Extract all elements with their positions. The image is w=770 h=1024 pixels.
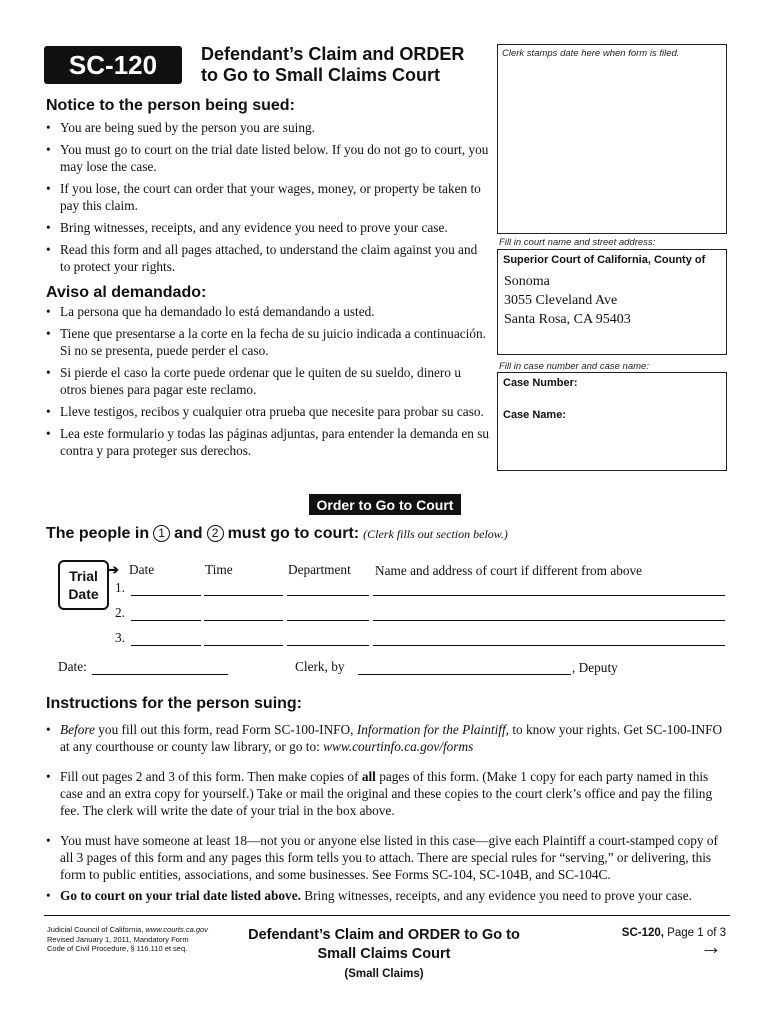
footer-council-url[interactable]: www.courts.ca.gov — [145, 925, 208, 934]
col-date: Date — [129, 562, 155, 577]
row-number-3: 3. — [115, 630, 125, 645]
item2-text-a: Fill out pages 2 and 3 of this form. Then make copies of — [60, 769, 362, 784]
court-street: 3055 Cleveland Ave — [504, 293, 618, 308]
col-department: Department — [288, 562, 351, 577]
court-fill-label: Fill in court name and street address: — [499, 237, 656, 248]
trial-label-1: Trial — [69, 568, 98, 584]
trial-date-box — [58, 560, 109, 610]
footer-code: Code of Civil Procedure, § 116.110 et seq. — [47, 944, 188, 953]
footer-subtitle: (Small Claims) — [344, 968, 424, 980]
clerk-stamp-box — [497, 44, 727, 234]
aviso-list — [44, 303, 490, 459]
people-prefix: The people in — [46, 525, 150, 542]
date-label: Date: — [58, 659, 87, 674]
info-plaintiff-text: Information for the Plaintiff, — [356, 722, 510, 737]
court-address[interactable] — [498, 272, 726, 329]
before-text: Before — [60, 722, 95, 737]
list-item: • You must go to court on the trial date listed below. If you do not go to court, you may lose the case. — [44, 141, 490, 175]
circle-2: 2 — [207, 525, 224, 542]
clerk-stamp-label: Clerk stamps date here when form is filed. — [502, 48, 680, 59]
list-item: • Read this form and all pages attached, to understand the claim against you and to protect your rights. — [44, 241, 490, 275]
court-city: Santa Rosa, CA 95403 — [504, 312, 631, 327]
row3-address-field[interactable] — [373, 645, 725, 646]
list-item: • Tiene que presentarse a la corte en la fecha de su juicio indicada a continuación. Si no se presenta, puede perder el caso. — [44, 325, 490, 359]
col-address: Name and address of court if different from above — [375, 563, 643, 578]
form-title-line1: Defendant’s Claim and ORDER — [201, 44, 465, 64]
clerk-label: Clerk, by — [295, 659, 345, 674]
footer-revised: Revised January 1, 2011, Mandatory Form — [47, 934, 189, 944]
notice-heading: Notice to the person being sued: — [46, 97, 295, 114]
and-word: and — [174, 525, 203, 542]
court-county: Sonoma — [504, 274, 550, 289]
deputy-label: , Deputy — [572, 660, 618, 675]
item1-text-b: to know your rights. Get SC-100-INFO at any courthouse or county law library, or go to: — [60, 722, 723, 754]
item4-bold: Go to court on your trial date listed above. — [60, 888, 301, 903]
courtinfo-link[interactable]: www.courtinfo.ca.gov/forms — [323, 739, 474, 754]
form-title — [201, 44, 501, 86]
next-page-arrow-icon: → — [700, 934, 722, 959]
court-heading: Superior Court of California, County of — [503, 254, 706, 266]
footer-legal — [47, 925, 237, 954]
clerk-signature-field[interactable] — [358, 674, 571, 675]
list-item: • La persona que ha demandado lo está demandando a usted. — [44, 303, 490, 320]
case-fill-label: Fill in case number and case name: — [499, 361, 649, 372]
form-title-line2: to Go to Small Claims Court — [201, 65, 441, 85]
arrow-right-icon: ➔ — [108, 562, 119, 577]
item1-text-a: you fill out this form, read Form SC-100-INFO, — [94, 722, 357, 737]
trial-label-2: Date — [68, 586, 99, 602]
row1-department-field[interactable] — [287, 595, 369, 596]
list-item — [44, 768, 730, 819]
item2-text-b: pages of this form. (Make 1 copy for each party named in this case and an extra copy for yourself.) Take or mail the original and these copies to the court clerk’s office and pay the filing fee. The clerk will write the date of your trial in the box above. — [60, 769, 713, 818]
case-number-field[interactable] — [498, 389, 726, 407]
row3-department-field[interactable] — [287, 645, 369, 646]
case-name-field[interactable] — [498, 421, 726, 439]
list-item: • You are being sued by the person you are suing. — [44, 119, 490, 136]
footer-title-line1: Defendant’s Claim and ORDER to Go to — [248, 927, 520, 943]
aviso-heading: Aviso al demandado: — [46, 284, 207, 301]
row3-date-field[interactable] — [131, 645, 201, 646]
form-number-badge: SC-120 — [44, 46, 182, 84]
order-date-field[interactable] — [92, 674, 228, 675]
row1-date-field[interactable] — [131, 595, 201, 596]
court-box — [497, 249, 727, 355]
row1-time-field[interactable] — [204, 595, 283, 596]
footer-divider — [44, 915, 730, 916]
instructions-heading: Instructions for the person suing: — [46, 695, 303, 712]
list-item: • If you lose, the court can order that your wages, money, or property be taken to pay this claim. — [44, 180, 490, 214]
list-item — [44, 721, 730, 755]
col-time: Time — [205, 562, 233, 577]
item4-rest: Bring witnesses, receipts, and any evidence you need to prove your case. — [300, 888, 692, 903]
people-suffix: must go to court: — [227, 525, 360, 542]
instructions-list — [44, 721, 730, 904]
case-number-label: Case Number: — [503, 377, 578, 389]
list-item: • Lea este formulario y todas las páginas adjuntas, para entender la demanda en su contra y para proteger sus derechos. — [44, 425, 490, 459]
list-item — [44, 887, 730, 904]
case-box — [497, 372, 727, 471]
list-item: • Bring witnesses, receipts, and any evidence you need to prove your case. — [44, 219, 490, 236]
clerk-note: (Clerk fills out section below.) — [363, 527, 508, 541]
footer-form-ref: SC-120, — [621, 927, 664, 939]
people-must-go-line — [46, 525, 508, 543]
footer-title — [230, 926, 538, 982]
row2-time-field[interactable] — [204, 620, 283, 621]
row2-department-field[interactable] — [287, 620, 369, 621]
item2-bold: all — [361, 769, 376, 784]
row2-date-field[interactable] — [131, 620, 201, 621]
row-number-2: 2. — [115, 605, 125, 620]
list-item: • Lleve testigos, recibos y cualquier otra prueba que necesite para probar su caso. — [44, 403, 490, 420]
row1-address-field[interactable] — [373, 595, 725, 596]
row-number-1: 1. — [115, 580, 125, 595]
order-badge: Order to Go to Court — [309, 494, 461, 515]
footer-council: Judicial Council of California, — [47, 925, 144, 934]
row3-time-field[interactable] — [204, 645, 283, 646]
list-item: • You must have someone at least 18—not you or anyone else listed in this case—give each Plaintiff a court-stamped copy of all 3 pages of this form and any pages this form tells you to attach. There are special rules for “serving,” or delivering, this form to public entities, associations, and some businesses. See Forms SC-104, SC-104B, and SC-104C. — [44, 832, 730, 883]
footer-title-line2: Small Claims Court — [317, 946, 451, 962]
circle-1: 1 — [153, 525, 170, 542]
notice-list — [44, 119, 490, 275]
footer-page: Page 1 of 3 — [667, 927, 726, 939]
list-item: • Si pierde el caso la corte puede ordenar que le quiten de su sueldo, dinero u otros bienes para pagar este reclamo. — [44, 364, 490, 398]
row2-address-field[interactable] — [373, 620, 725, 621]
case-name-label: Case Name: — [503, 409, 566, 421]
